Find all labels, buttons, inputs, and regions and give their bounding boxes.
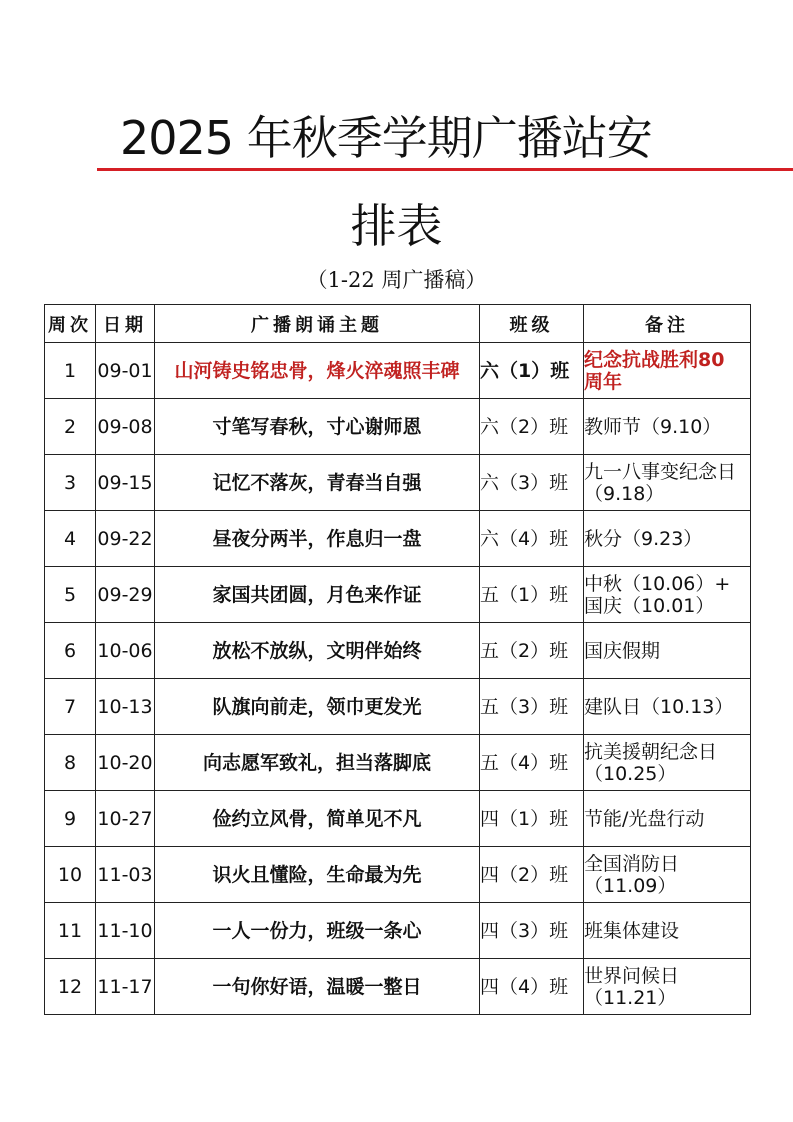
table-row	[45, 623, 751, 679]
topic-cell: 一人一份力，班级一条心	[155, 903, 480, 959]
class-cell: 五（4）班	[480, 735, 584, 791]
week-cell: 9	[45, 791, 96, 847]
date-cell: 10-27	[96, 791, 155, 847]
table-row	[45, 735, 751, 791]
header-topic: 广播朗诵主题	[155, 305, 480, 343]
class-cell: 六（2）班	[480, 399, 584, 455]
class-cell: 六（1）班	[480, 343, 584, 399]
table-row	[45, 567, 751, 623]
note-cell: 秋分（9.23）	[584, 511, 751, 567]
class-cell: 六（3）班	[480, 455, 584, 511]
note-cell: 抗美援朝纪念日（10.25）	[584, 735, 751, 791]
topic-cell: 向志愿军致礼，担当落脚底	[155, 735, 480, 791]
week-cell: 1	[45, 343, 96, 399]
note-cell: 节能/光盘行动	[584, 791, 751, 847]
table-row	[45, 343, 751, 399]
topic-cell: 识火且懂险，生命最为先	[155, 847, 480, 903]
header-class: 班级	[480, 305, 584, 343]
date-cell: 11-03	[96, 847, 155, 903]
table-row	[45, 847, 751, 903]
topic-cell: 队旗向前走，领巾更发光	[155, 679, 480, 735]
week-cell: 5	[45, 567, 96, 623]
note-cell: 建队日（10.13）	[584, 679, 751, 735]
note-cell: 班集体建设	[584, 903, 751, 959]
week-cell: 2	[45, 399, 96, 455]
note-cell: 全国消防日（11.09）	[584, 847, 751, 903]
class-cell: 五（3）班	[480, 679, 584, 735]
class-cell: 四（3）班	[480, 903, 584, 959]
class-cell: 五（1）班	[480, 567, 584, 623]
table-header-row	[45, 305, 751, 343]
topic-cell: 家国共团圆，月色来作证	[155, 567, 480, 623]
page-subtitle: （1-22 周广播稿）	[306, 268, 487, 292]
note-cell: 国庆假期	[584, 623, 751, 679]
table-row	[45, 511, 751, 567]
topic-cell: 一句你好语，温暖一整日	[155, 959, 480, 1015]
topic-cell: 记忆不落灰，青春当自强	[155, 455, 480, 511]
class-cell: 四（4）班	[480, 959, 584, 1015]
table-row	[45, 791, 751, 847]
class-cell: 四（2）班	[480, 847, 584, 903]
note-cell: 九一八事变纪念日（9.18）	[584, 455, 751, 511]
topic-cell: 昼夜分两半，作息归一盘	[155, 511, 480, 567]
table-row	[45, 399, 751, 455]
topic-cell: 寸笔写春秋，寸心谢师恩	[155, 399, 480, 455]
week-cell: 7	[45, 679, 96, 735]
note-cell: 纪念抗战胜利80 周年	[584, 343, 751, 399]
class-cell: 五（2）班	[480, 623, 584, 679]
page-title-continued: 排表	[350, 199, 443, 253]
schedule-table	[44, 304, 751, 1015]
date-cell: 09-15	[96, 455, 155, 511]
table-row	[45, 903, 751, 959]
table-row	[45, 959, 751, 1015]
topic-cell: 山河铸史铭忠骨，烽火淬魂照丰碑	[155, 343, 480, 399]
topic-cell: 俭约立风骨，简单见不凡	[155, 791, 480, 847]
header-week: 周次	[45, 305, 96, 343]
table-row	[45, 455, 751, 511]
week-cell: 3	[45, 455, 96, 511]
title-underline	[97, 168, 793, 171]
date-cell: 11-17	[96, 959, 155, 1015]
page-title: 2025 年秋季学期广播站安	[120, 111, 652, 165]
date-cell: 09-08	[96, 399, 155, 455]
class-cell: 六（4）班	[480, 511, 584, 567]
week-cell: 12	[45, 959, 96, 1015]
week-cell: 10	[45, 847, 96, 903]
date-cell: 09-01	[96, 343, 155, 399]
week-cell: 4	[45, 511, 96, 567]
note-cell: 教师节（9.10）	[584, 399, 751, 455]
week-cell: 8	[45, 735, 96, 791]
table-row	[45, 679, 751, 735]
date-cell: 11-10	[96, 903, 155, 959]
date-cell: 09-22	[96, 511, 155, 567]
header-date: 日期	[96, 305, 155, 343]
note-cell: 中秋（10.06）+ 国庆（10.01）	[584, 567, 751, 623]
date-cell: 10-20	[96, 735, 155, 791]
date-cell: 09-29	[96, 567, 155, 623]
date-cell: 10-13	[96, 679, 155, 735]
class-cell: 四（1）班	[480, 791, 584, 847]
topic-cell: 放松不放纵，文明伴始终	[155, 623, 480, 679]
week-cell: 11	[45, 903, 96, 959]
date-cell: 10-06	[96, 623, 155, 679]
note-cell: 世界问候日（11.21）	[584, 959, 751, 1015]
header-note: 备注	[584, 305, 751, 343]
week-cell: 6	[45, 623, 96, 679]
